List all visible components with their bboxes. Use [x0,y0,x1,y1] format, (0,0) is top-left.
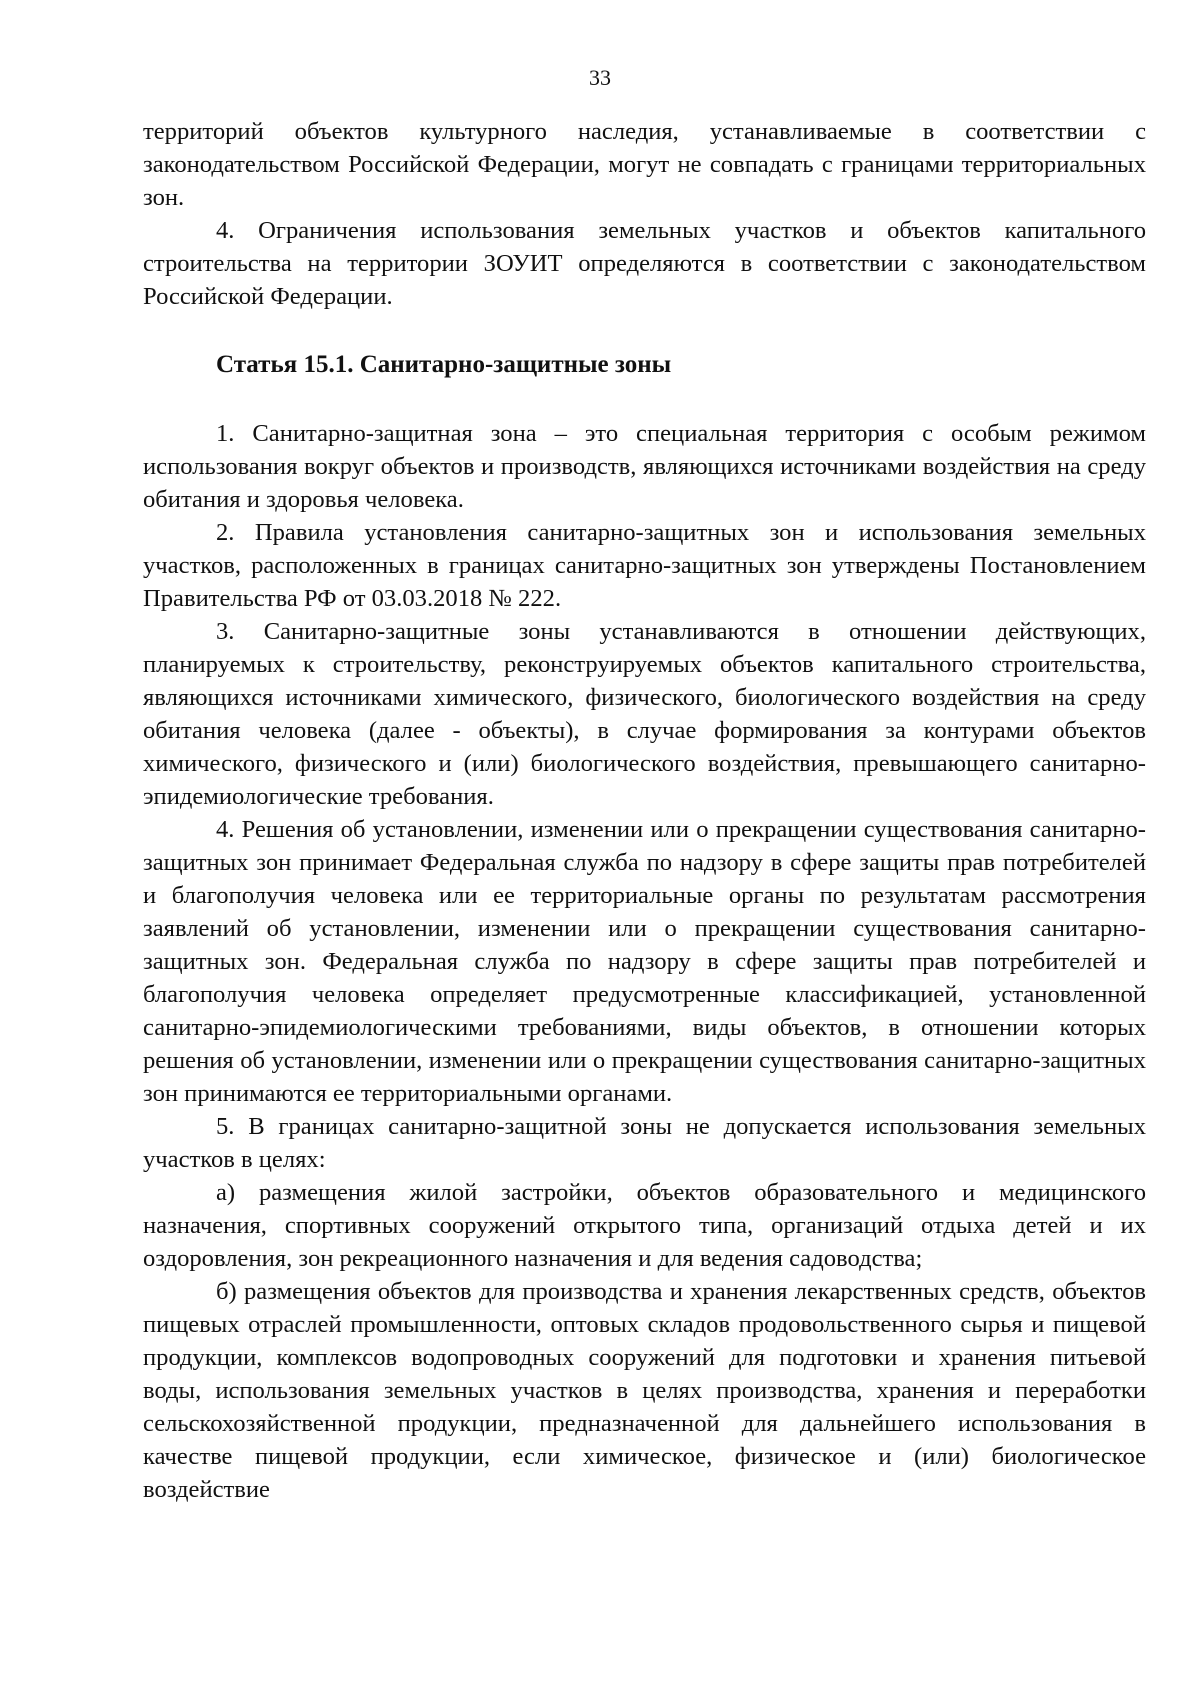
paragraph-4-restrictions: 4. Ограничения использования земельных участков и объектов капитального строительства на территории ЗОУИТ определяются в соответствии с законодательством Российской Федерации. [143,217,1146,310]
continuation-paragraph: территорий объектов культурного наследия, устанавливаемые в соответствии с законодательством Российской Федерации, могут не совпадать с границами территориальных зон. [143,118,1146,211]
article-item-3: 3. Санитарно-защитные зоны устанавливаются в отношении действующих, планируемых к строительству, реконструируемых объектов капитального строительства, являющихся источниками химического, физического, биологического воздействия на среду обитания человека (далее - объекты), в случае формирования за контурами объектов химического, физического и (или) биологического воздействия, превышающего санитарно-эпидемиологические требования. [143,618,1146,810]
article-item-4: 4. Решения об установлении, изменении или о прекращении существования санитарно-защитных зон принимает Федеральная служба по надзору в сфере защиты прав потребителей и благополучия человека или ее территориальные органы по результатам рассмотрения заявлений об установлении, изменении или о прекращении существования санитарно-защитных зон. Федеральная служба по надзору в сфере защиты прав потребителей и благополучия человека определяет предусмотренные классификацией, установленной санитарно-эпидемиологическими требованиями, виды объектов, в отношении которых решения об установлении, изменении или о прекращении существования санитарно-защитных зон принимаются ее территориальными органами. [143,816,1146,1107]
article-item-5: 5. В границах санитарно-защитной зоны не допускается использования земельных участков в целях: [143,1113,1146,1173]
article-item-1: 1. Санитарно-защитная зона – это специальная территория с особым режимом использования вокруг объектов и производств, являющихся источниками воздействия на среду обитания и здоровья человека. [143,420,1146,513]
article-subitem-a: а) размещения жилой застройки, объектов образовательного и медицинского назначения, спортивных сооружений открытого типа, организаций отдыха детей и их оздоровления, зон рекреационного назначения и для ведения садоводства; [143,1179,1146,1272]
article-item-2: 2. Правила установления санитарно-защитных зон и использования земельных участков, расположенных в границах санитарно-защитных зон утверждены Постановлением Правительства РФ от 03.03.2018 № 222. [143,519,1146,612]
article-subitem-b: б) размещения объектов для производства и хранения лекарственных средств, объектов пищевых отраслей промышленности, оптовых складов продовольственного сырья и пищевой продукции, комплексов водопроводных сооружений для подготовки и хранения питьевой воды, использования земельных участков в целях производства, хранения и переработки сельскохозяйственной продукции, предназначенной для дальнейшего использования в качестве пищевой продукции, если химическое, физическое и (или) биологическое воздействие [143,1278,1146,1503]
page-number: 33 [589,65,611,90]
document-body [143,115,1146,1506]
article-heading: Статья 15.1. Санитарно-защитные зоны [216,351,672,378]
